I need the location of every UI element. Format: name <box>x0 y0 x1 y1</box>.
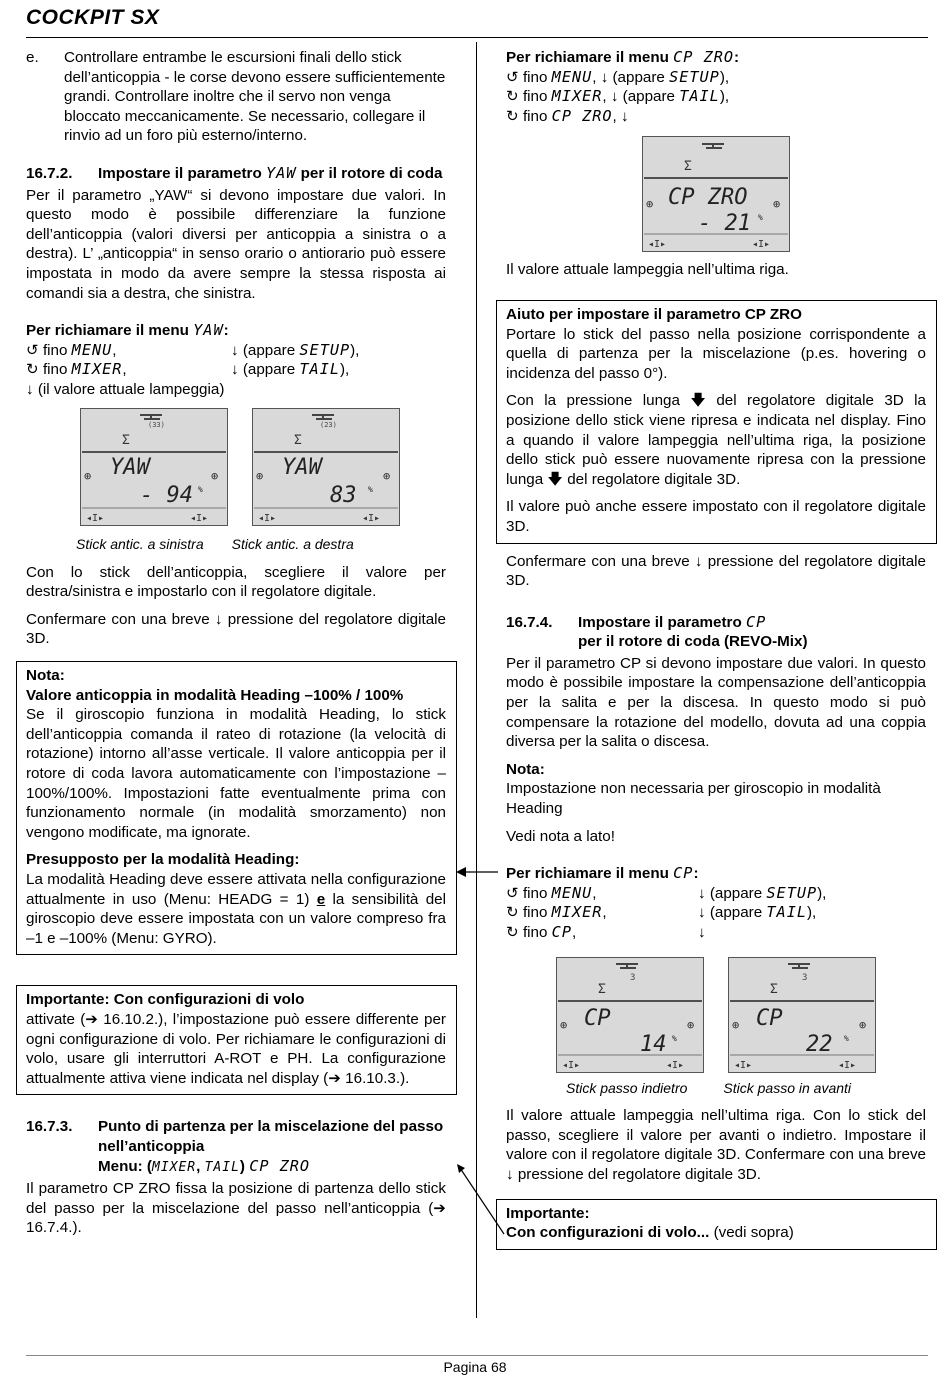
cp-call-row-3: ↻ fino CP, ↓ <box>506 923 706 941</box>
svg-text:⊕: ⊕ <box>211 468 219 483</box>
svg-text:%: % <box>844 1033 849 1043</box>
svg-text:(23): (23) <box>320 420 337 429</box>
cpzro-call-row-2: ↻ fino MIXER, ↓ (appare TAIL), <box>506 87 730 106</box>
svg-text:CP ZRO: CP ZRO <box>668 185 748 211</box>
svg-text:(33): (33) <box>148 420 165 429</box>
caption-yaw-right: Stick antic. a destra <box>231 536 354 553</box>
page-number: Pagina 68 <box>443 1359 507 1375</box>
svg-text:Σ: Σ <box>294 432 302 448</box>
cpzro-call-heading: Per richiamare il menu CP ZRO: <box>506 48 740 66</box>
svg-text:22: 22 <box>806 1031 833 1057</box>
doc-header-title: COCKPIT SX <box>26 6 160 29</box>
svg-text:14: 14 <box>640 1031 667 1057</box>
cpzro-blink-note: Il valore attuale lampeggia nell’ultima riga. <box>506 261 789 279</box>
cp-nota-title: Nota: <box>506 760 545 778</box>
svg-text:⊕: ⊕ <box>859 1017 867 1032</box>
list-item-e: e. Controllare entrambe le escursioni finali dello stick dell’anticoppia - le corse devono essere sufficientemente grandi. Controllare inoltre che il servo non venga bloccato meccanicamente. Se necessario, collegare il rinvio ad un foro più esterno/interno. <box>26 49 446 145</box>
svg-text:3: 3 <box>630 972 636 983</box>
yaw-para-1: Con lo stick dell’anticoppia, scegliere il valore per destra/sinistra e impostarlo con il regolatore digitale. <box>26 563 446 601</box>
svg-text:%: % <box>758 213 763 223</box>
svg-text:⊕: ⊕ <box>256 468 264 483</box>
cpzro-call-row-1: ↺ fino MENU, ↓ (appare SETUP), <box>506 67 730 86</box>
yaw-call-row-2: ↻ fino MIXER, ↓ (appare TAIL), <box>26 360 350 379</box>
svg-text:Σ: Σ <box>122 432 130 448</box>
svg-text:⊕: ⊕ <box>383 468 391 483</box>
svg-text:⊕: ⊕ <box>732 1017 740 1032</box>
svg-text:YAW: YAW <box>110 454 150 480</box>
cpzro-intro: Il parametro CP ZRO fissa la posizione di partenza dello stick del passo per la miscelazione del passo nell’anticoppia (➔ 16.7.4.). <box>26 1180 446 1237</box>
svg-text:- 21: - 21 <box>698 211 751 237</box>
caption-yaw-left: Stick antic. a sinistra <box>76 536 204 553</box>
svg-text:YAW: YAW <box>282 454 322 480</box>
svg-text:3: 3 <box>802 972 808 983</box>
yaw-call-row-1: ↺ fino MENU, ↓ (appare SETUP), <box>26 340 360 359</box>
svg-text:%: % <box>672 1033 677 1043</box>
svg-text:◂I▸: ◂I▸ <box>562 1059 581 1071</box>
svg-text:⊕: ⊕ <box>687 1017 695 1032</box>
yaw-intro: Per il parametro „YAW“ si devono impostare due valori. In questo modo è possibile differenziare la funzione dell’anticoppia (valori diversi per anticoppia a sinistra o a destra). L’ „anticoppia“ in senso orario o antiorario può essere impostata in modo da avere sempre la stessa risposta ai comandi sia a destra, che sinistra. <box>26 186 446 302</box>
section-16-7-2-heading: 16.7.2. Impostare il parametro YAW per il rotore di coda <box>26 163 443 182</box>
svg-text:%: % <box>198 484 203 494</box>
note-box-heading: Nota: Valore anticoppia in modalità Heading –100% / 100% Se il giroscopio funziona in modalità Heading, lo stick dell’anticoppia comanda il rateo di rotazione (la velocità di rotazione) intorno all’asse verticale. Il valore anticoppia per il rotore di coda lavora automaticamente con l’impostazione –100%/100%. Impostazioni fatte eventualmente prima con funzionamento normale (in modalità smorzamento) non vengono modificate, ma ignorate. Presupposto per la modalità Heading: La modalità Heading deve essere attivata nella configurazione attualmente in uso (Menu: HEADG = 1) e la sensibilità del giroscopio deve essere impostata con un valore compreso fra –1 e –100% (Menu: GYRO). <box>16 661 457 955</box>
svg-text:◂I▸: ◂I▸ <box>838 1059 857 1071</box>
svg-text:- 94: - 94 <box>140 482 193 508</box>
yaw-call-row-3: ↓ (il valore attuale lampeggia) <box>26 380 225 398</box>
footer-rule <box>26 1355 928 1356</box>
important-box-flight-config: Importante: Con configurazioni di volo attivate (➔ 16.10.2.), l’impostazione può essere differente per ogni configurazione di volo. Per richiamare le configurazioni di volo, usare gli interruttori A-ROT e PH. La configurazione attualmente attiva viene indicata nel display (➔ 16.10.3.). <box>16 985 457 1095</box>
cp-call-row-2: ↻ fino MIXER, ↓ (appare TAIL), <box>506 903 817 922</box>
cp-call-heading: Per richiamare il menu CP: <box>506 864 699 883</box>
svg-text:Σ: Σ <box>684 159 692 175</box>
svg-text:◂I▸: ◂I▸ <box>362 512 381 524</box>
cpzro-call-row-3: ↻ fino CP ZRO, ↓ <box>506 106 629 125</box>
caption-cp-back: Stick passo indietro <box>566 1079 688 1096</box>
arrow-head-important <box>457 1164 465 1173</box>
arrow-to-important-box <box>460 1168 504 1234</box>
cp-nota-text: Impostazione non necessaria per giroscopio in modalità Heading <box>506 780 881 818</box>
cp-final-para: Il valore attuale lampeggia nell’ultima riga. Con lo stick del passo, scegliere il valore per avanti o indietro. Impostare il valore con il regolatore digitale 3D. Confermare con una breve ↓ pressione del regolatore digitale 3D. <box>506 1107 926 1183</box>
yaw-para-2: Confermare con una breve ↓ pressione del regolatore digitale 3D. <box>26 610 446 648</box>
svg-text:◂I▸: ◂I▸ <box>666 1059 685 1071</box>
svg-text:◂I▸: ◂I▸ <box>86 512 105 524</box>
svg-text:83: 83 <box>330 482 357 508</box>
section-16-7-3-heading: 16.7.3. Punto di partenza per la miscelazione del passo nell’anticoppia Menu: (MIXER, TAIL) CP ZRO <box>26 1118 444 1175</box>
svg-text:◂I▸: ◂I▸ <box>734 1059 753 1071</box>
arrow-head-note <box>456 867 466 877</box>
svg-text:Σ: Σ <box>770 981 778 997</box>
important-box-see-above: Importante: Con configurazioni di volo... (vedi sopra) <box>496 1199 937 1250</box>
svg-text:◂I▸: ◂I▸ <box>648 239 667 251</box>
svg-text:⊕: ⊕ <box>646 197 654 212</box>
cp-intro: Per il parametro CP si devono impostare due valori. In questo modo è possibile impostare la compensazione dell’anticoppia per la salita e per la discesa. In questo modo si può compensare la rotazione del modello, dovuta ad una coppia diversa per la salita o discesa. <box>506 654 926 751</box>
cp-vedi: Vedi nota a lato! <box>506 827 615 845</box>
svg-text:◂I▸: ◂I▸ <box>190 512 209 524</box>
cpzro-confirm: Confermare con una breve ↓ pressione del regolatore digitale 3D. <box>506 552 926 590</box>
svg-text:CP: CP <box>584 1005 611 1031</box>
svg-text:Σ: Σ <box>598 981 606 997</box>
svg-text:CP: CP <box>756 1005 783 1031</box>
svg-text:%: % <box>368 484 373 494</box>
svg-text:◂I▸: ◂I▸ <box>752 239 771 251</box>
section-16-7-4-heading: 16.7.4. Impostare il parametro CP per il rotore di coda (REVO-Mix) <box>506 612 808 651</box>
svg-text:⊕: ⊕ <box>560 1017 568 1032</box>
yaw-call-heading: Per richiamare il menu YAW: <box>26 321 229 340</box>
caption-cp-forward: Stick passo in avanti <box>723 1079 852 1096</box>
svg-text:◂I▸: ◂I▸ <box>258 512 277 524</box>
svg-text:⊕: ⊕ <box>773 197 781 212</box>
cp-call-row-1: ↺ fino MENU, ↓ (appare SETUP), <box>506 883 827 902</box>
item-e-text: Controllare entrambe le escursioni finali dello stick dell’anticoppia - le corse devono essere sufficientemente grandi. Controllare inoltre che il servo non venga bloccato meccanicamente. Se necessario, collegare il rinvio ad un foro più esterno/interno. <box>64 49 446 145</box>
help-box-cpzro: Aiuto per impostare il parametro CP ZRO Portare lo stick del passo nella posizione corrispondente a quella di partenza per la miscelazione (p.es. hovering o incidenza del passo 0°). Con la pressione lunga 🡇 del regolatore digitale 3D la posizione dello stick viene ripresa e indicata nel display. Fino a quando il valore lampeggia nell’ultima riga, la posizione dello stick può essere nuovamente ripresa con la pressione lunga 🡇 del regolatore digitale 3D. Il valore può anche essere impostato con il regolatore digitale 3D. <box>496 300 937 544</box>
svg-text:⊕: ⊕ <box>84 468 92 483</box>
